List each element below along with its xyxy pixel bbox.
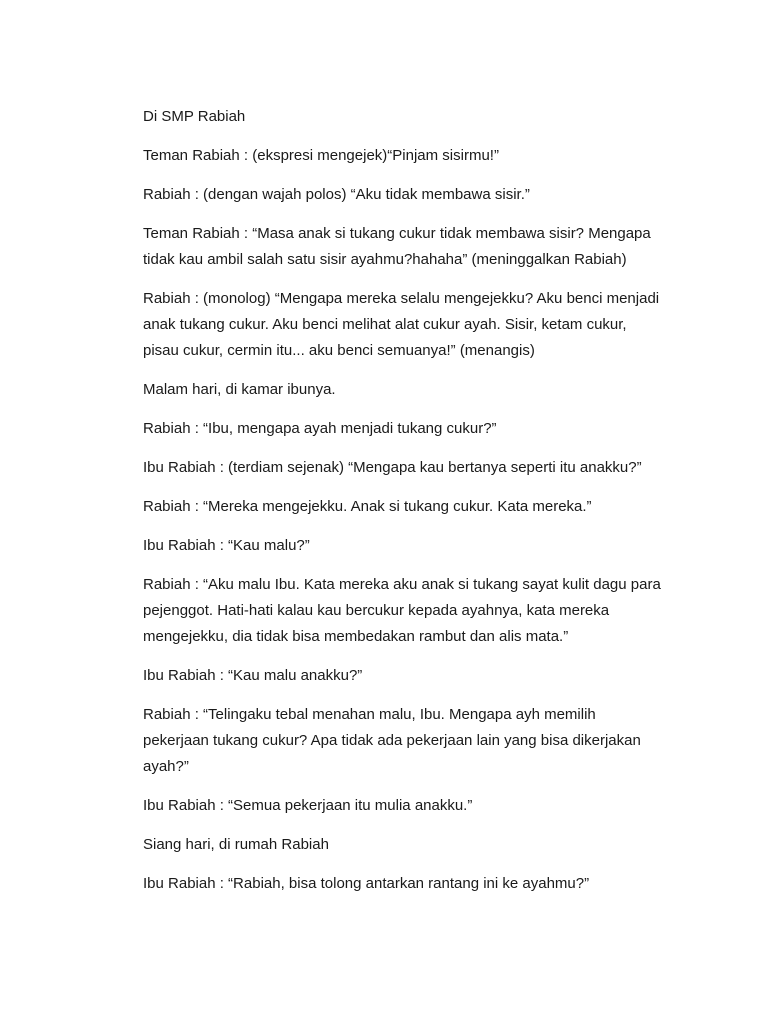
scene-heading-siang: Siang hari, di rumah Rabiah — [143, 836, 329, 853]
dialogue-line: Teman Rabiah : “Masa anak si tukang cukur tidak membawa sisir? Mengapa tidak kau ambil salah satu sisir ayahmu?hahaha” (meninggalkan Rabiah) — [143, 225, 651, 268]
dialogue-line: Ibu Rabiah : “Kau malu?” — [143, 537, 310, 554]
dialogue-line: Ibu Rabiah : (terdiam sejenak) “Mengapa kau bertanya seperti itu anakku?” — [143, 459, 642, 476]
dialogue-line: Rabiah : “Mereka mengejekku. Anak si tukang cukur. Kata mereka.” — [143, 498, 592, 515]
document-body — [143, 104, 663, 910]
dialogue-line: Rabiah : “Ibu, mengapa ayah menjadi tukang cukur?” — [143, 420, 497, 437]
dialogue-line: Ibu Rabiah : “Kau malu anakku?” — [143, 667, 363, 684]
dialogue-line: Ibu Rabiah : “Semua pekerjaan itu mulia anakku.” — [143, 797, 473, 814]
dialogue-line: Teman Rabiah : (ekspresi mengejek)“Pinjam sisirmu!” — [143, 147, 499, 164]
dialogue-line: Rabiah : (monolog) “Mengapa mereka selalu mengejekku? Aku benci menjadi anak tukang cukur. Aku benci melihat alat cukur ayah. Sisir, ketam cukur, pisau cukur, cermin itu... aku benci semuanya!” (menangis) — [143, 290, 660, 359]
scene-heading-malam: Malam hari, di kamar ibunya. — [143, 381, 336, 398]
scene-heading-smp: Di SMP Rabiah — [143, 108, 246, 125]
dialogue-line: Rabiah : (dengan wajah polos) “Aku tidak membawa sisir.” — [143, 186, 530, 203]
dialogue-line: Rabiah : “Telingaku tebal menahan malu, Ibu. Mengapa ayh memilih pekerjaan tukang cukur? Apa tidak ada pekerjaan lain yang bisa dikerjakan ayah?” — [143, 706, 641, 775]
dialogue-line: Rabiah : “Aku malu Ibu. Kata mereka aku anak si tukang sayat kulit dagu para pejenggot. Hati-hati kalau kau bercukur kepada ayahnya, kata mereka mengejekku, dia tidak bisa membedakan rambut dan alis mata.” — [143, 576, 661, 645]
dialogue-line: Ibu Rabiah : “Rabiah, bisa tolong antarkan rantang ini ke ayahmu?” — [143, 875, 590, 892]
